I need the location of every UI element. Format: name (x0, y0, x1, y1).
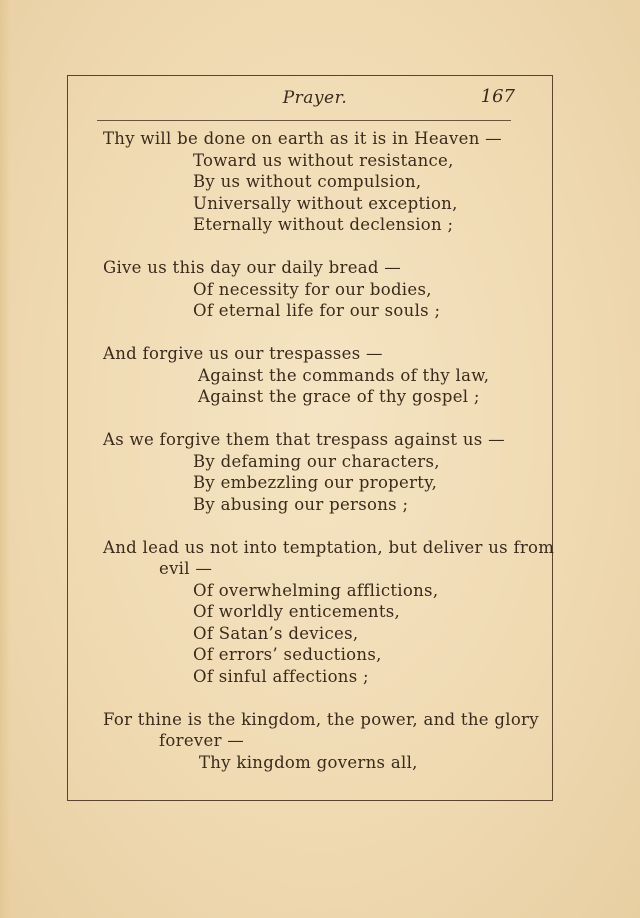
poem-body (103, 128, 555, 773)
verse-line: Against the grace of thy gospel ; (198, 387, 480, 406)
stanza-forgive (103, 343, 523, 408)
verse-line: For thine is the kingdom, the power, and the glory (103, 709, 539, 729)
stanza-daily-bread (103, 257, 523, 322)
verse-line: By us without compulsion, (193, 172, 422, 191)
verse-line: By defaming our characters, (193, 451, 440, 471)
verse-line: Toward us without resistance, (193, 150, 454, 170)
verse-line: By abusing our persons ; (193, 494, 409, 514)
verse-line: Against the commands of thy law, (198, 365, 490, 385)
verse-line: Give us this day our daily bread — (103, 258, 402, 277)
verse-line: And lead us not into temptation, but deliver us from (103, 537, 555, 557)
verse-line: Eternally without declension ; (193, 215, 454, 234)
verse-line: Of sinful affections ; (193, 666, 369, 686)
stanza-thy-will (103, 128, 523, 236)
running-title: Prayer. (282, 88, 348, 108)
stanza-kingdom (103, 709, 539, 774)
verse-line: Of worldly enticements, (193, 602, 401, 621)
verse-line: Of eternal life for our souls ; (193, 301, 441, 320)
verse-line-turnover: forever — (159, 731, 245, 750)
verse-line: Of necessity for our bodies, (193, 279, 432, 299)
verse-line-turnover: evil — (159, 559, 213, 578)
verse-line: Thy will be done on earth as it is in Heaven — (103, 129, 502, 148)
verse-line: And forgive us our trespasses — (103, 344, 383, 363)
stanza-as-we-forgive (103, 429, 523, 515)
header-rule (97, 120, 511, 121)
verse-line: By embezzling our property, (193, 473, 438, 492)
verse-line: Of overwhelming afflictions, (193, 580, 439, 600)
page-number: 167 (480, 86, 515, 107)
verse-line: Of Satan’s devices, (193, 623, 359, 643)
verse-line: Of errors’ seductions, (193, 645, 382, 664)
verse-line: Universally without exception, (193, 193, 458, 213)
verse-line: Thy kingdom governs all, (199, 752, 418, 772)
stanza-temptation (103, 537, 555, 688)
verse-line: As we forgive them that trespass against us — (103, 430, 505, 449)
page-edge (0, 0, 10, 918)
